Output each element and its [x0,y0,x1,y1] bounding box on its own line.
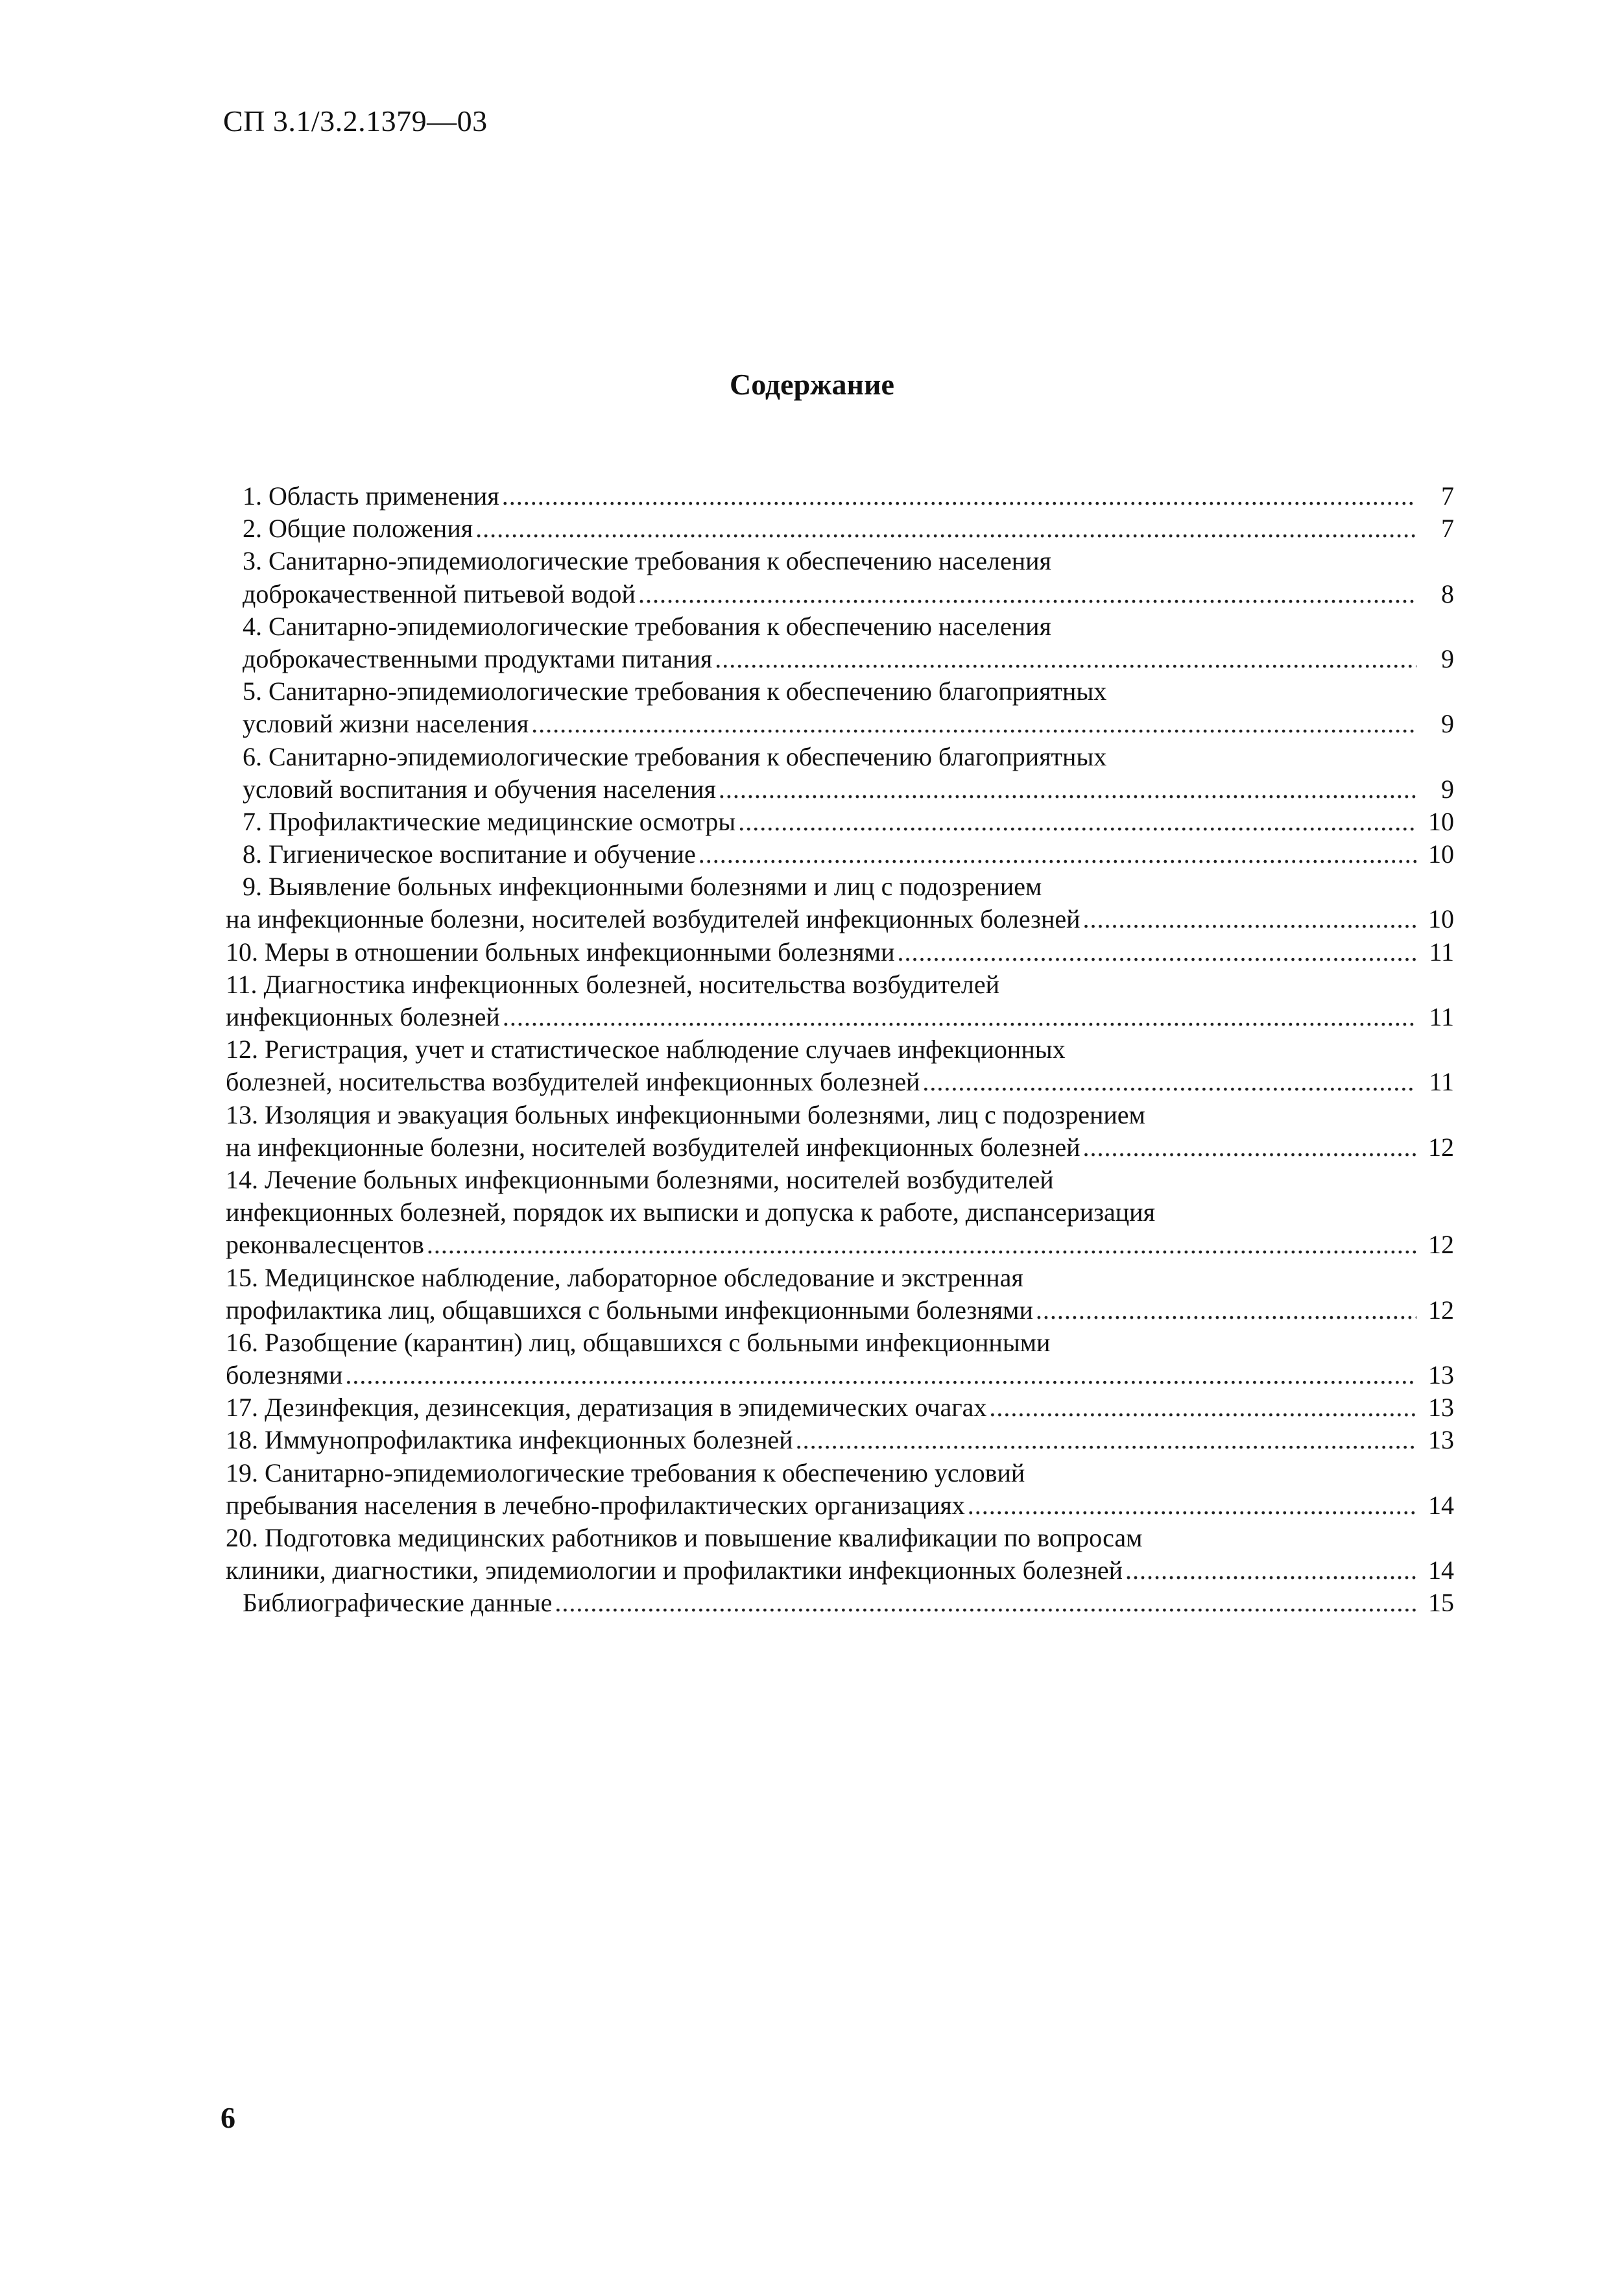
toc-entry-line [226,1066,1454,1098]
toc-entry [226,1262,1454,1327]
toc-entry-line [243,545,1454,577]
toc-entry-page: 15 [1428,1588,1454,1618]
toc-dot-leader [897,936,1416,968]
toc-entry-page: 9 [1441,774,1454,804]
toc-entry [226,1587,1454,1619]
toc-entry-page: 11 [1429,1067,1454,1097]
toc-entry-text: 20. Подготовка медицинских работников и повышение квалификации по вопросам [226,1523,1143,1552]
toc-entry [226,871,1454,935]
toc-entry-page: 7 [1441,481,1454,511]
toc-entry [226,741,1454,806]
toc-entry-text: 10. Меры в отношении больных инфекционными болезнями [226,937,895,967]
toc-entry-text: Библиографические данные [243,1588,553,1618]
toc-dot-leader [796,1424,1416,1456]
toc-entry-text: 15. Медицинское наблюдение, лабораторное обследование и экстренная [226,1262,1023,1292]
toc-entry-text: 4. Санитарно-эпидемиологические требования к обеспечению населения [243,611,1051,641]
toc-entry-line [226,1229,1454,1261]
toc-dot-leader [531,708,1416,740]
toc-entry-page: 14 [1428,1556,1454,1585]
toc-dot-leader [699,838,1416,871]
toc-entry-text: на инфекционные болезни, носителей возбудителей инфекционных болезней [226,1132,1081,1162]
toc-entry-line [226,1164,1454,1196]
toc-entry-line [226,1327,1454,1359]
toc-entry-line [243,480,1454,512]
toc-entry-line [226,1424,1454,1456]
toc-dot-leader [1083,1131,1416,1164]
toc-entry-page: 9 [1441,643,1454,673]
toc-entry-line [243,1587,1454,1619]
toc-entry-text: на инфекционные болезни, носителей возбудителей инфекционных болезней [226,904,1081,934]
toc-entry-text: доброкачественной питьевой водой [243,579,636,608]
toc-entry-line [226,1033,1454,1066]
toc-entry-page: 11 [1429,1002,1454,1031]
toc-entry-line [226,903,1454,935]
toc-entry-line [226,1457,1454,1489]
toc-dot-leader [922,1066,1416,1098]
toc-entry-page: 14 [1428,1490,1454,1520]
toc-entry-line [243,512,1454,545]
toc-entry-text: клиники, диагностики, эпидемиологии и профилактики инфекционных болезней [226,1556,1123,1585]
page-number: 6 [221,2101,235,2134]
toc-entry-text: условий жизни населения [243,709,529,739]
toc-entry [226,806,1454,838]
toc-entry-text: 9. Выявление больных инфекционными болезнями и лиц с подозрением [243,872,1042,902]
toc-entry [226,512,1454,545]
toc-entry-line [243,610,1454,643]
toc-dot-leader [427,1229,1416,1261]
document-code: СП 3.1/3.2.1379—03 [223,104,488,138]
toc-entry-line [226,1489,1454,1522]
toc-entry-line [226,1359,1454,1391]
toc-entry-text: 8. Гигиеническое воспитание и обучение [243,839,696,869]
toc-entry-line [243,773,1454,806]
toc-dot-leader [503,1001,1416,1033]
toc-entry [226,545,1454,610]
toc-entry-text: инфекционных болезней [226,1002,500,1031]
toc-entry-text: инфекционных болезней, порядок их выписки и допуска к работе, диспансеризация [226,1197,1155,1227]
toc-dot-leader [738,806,1416,838]
toc-entry-line [226,936,1454,968]
toc-dot-leader [638,578,1416,610]
toc-entry-page: 10 [1428,839,1454,869]
toc-dot-leader [555,1587,1416,1619]
toc-entry-page: 9 [1441,709,1454,739]
toc-entry [226,1033,1454,1098]
toc-entry-text: доброкачественными продуктами питания [243,643,713,673]
toc-dot-leader [989,1391,1416,1424]
toc-dot-leader [1083,903,1416,935]
toc-dot-leader [715,643,1416,675]
toc-entry-line [226,1196,1454,1229]
toc-entry-text: 1. Область применения [243,481,499,511]
toc-entry [226,610,1454,675]
toc-entry-text: 14. Лечение больных инфекционными болезнями, носителей возбудителей [226,1164,1054,1194]
toc-entry-line [226,1262,1454,1294]
toc-entry-line [226,1294,1454,1327]
toc-entry-line [226,1522,1454,1554]
toc-entry-page: 7 [1441,514,1454,544]
toc-entry-page: 12 [1428,1295,1454,1325]
toc-entry [226,1457,1454,1522]
toc-entry [226,1164,1454,1262]
toc-entry-text: 2. Общие положения [243,514,473,544]
toc-entry-page: 12 [1428,1230,1454,1260]
toc-entry-text: условий воспитания и обучения населения [243,774,716,804]
toc-entry-text: профилактика лиц, общавшихся с больными инфекционными болезнями [226,1295,1033,1325]
toc-entry-line [243,578,1454,610]
toc-entry-line [226,968,1454,1001]
toc-entry [226,838,1454,871]
toc-entry [226,675,1454,740]
toc-entry-text: 18. Иммунопрофилактика инфекционных болезней [226,1425,793,1455]
toc-title: Содержание [730,368,894,401]
toc-dot-leader [345,1359,1416,1391]
toc-entry [226,1327,1454,1391]
toc-entry-page: 10 [1428,806,1454,836]
toc-dot-leader [1125,1554,1416,1587]
toc-entry-line [226,1099,1454,1131]
toc-entry-line [243,838,1454,871]
toc-entry [226,936,1454,968]
toc-entry-text: 11. Диагностика инфекционных болезней, носительства возбудителей [226,969,999,999]
toc-dot-leader [719,773,1416,806]
toc-entry-page: 10 [1428,904,1454,934]
toc-entry-page: 8 [1441,579,1454,608]
toc-entry-text: пребывания населения в лечебно-профилактических организациях [226,1490,965,1520]
toc-entry-page: 13 [1428,1425,1454,1455]
toc-entry-text: 5. Санитарно-эпидемиологические требования к обеспечению благоприятных [243,677,1107,706]
toc-entry-line [243,708,1454,740]
toc-entry-line [226,1131,1454,1164]
toc-entry-line [226,1554,1454,1587]
toc-entry-line [243,741,1454,773]
toc-entry-page: 12 [1428,1132,1454,1162]
toc-entry-page: 13 [1428,1360,1454,1390]
toc-entry-text: болезнями [226,1360,343,1390]
toc-entry-text: 12. Регистрация, учет и статистическое наблюдение случаев инфекционных [226,1035,1066,1064]
table-of-contents [226,480,1454,1620]
toc-entry-line [226,871,1454,903]
toc-dot-leader [502,480,1416,512]
toc-entry-text: 13. Изоляция и эвакуация больных инфекционными болезнями, лиц с подозрением [226,1100,1145,1129]
toc-entry-page: 13 [1428,1393,1454,1423]
toc-entry-text: 16. Разобщение (карантин) лиц, общавшихся с больными инфекционными [226,1327,1051,1357]
toc-entry-line [243,643,1454,675]
toc-entry [226,480,1454,512]
toc-entry-line [226,1001,1454,1033]
toc-entry-text: 7. Профилактические медицинские осмотры [243,806,736,836]
toc-entry-text: 19. Санитарно-эпидемиологические требования к обеспечению условий [226,1458,1025,1487]
toc-dot-leader [1036,1294,1416,1327]
toc-entry [226,968,1454,1033]
toc-entry-line [243,806,1454,838]
toc-entry [226,1099,1454,1164]
toc-entry-text: реконвалесцентов [226,1230,424,1260]
toc-entry [226,1424,1454,1456]
toc-entry-text: 17. Дезинфекция, дезинсекция, дератизация в эпидемических очагах [226,1393,987,1423]
toc-entry-line [243,675,1454,708]
toc-dot-leader [968,1489,1416,1522]
toc-entry-text: 6. Санитарно-эпидемиологические требования к обеспечению благоприятных [243,741,1107,771]
toc-entry [226,1522,1454,1587]
toc-entry-line [226,1391,1454,1424]
toc-entry-text: болезней, носительства возбудителей инфекционных болезней [226,1067,920,1097]
toc-dot-leader [475,512,1416,545]
toc-entry [226,1391,1454,1424]
toc-entry-text: 3. Санитарно-эпидемиологические требования к обеспечению населения [243,546,1051,576]
toc-entry-page: 11 [1429,937,1454,967]
